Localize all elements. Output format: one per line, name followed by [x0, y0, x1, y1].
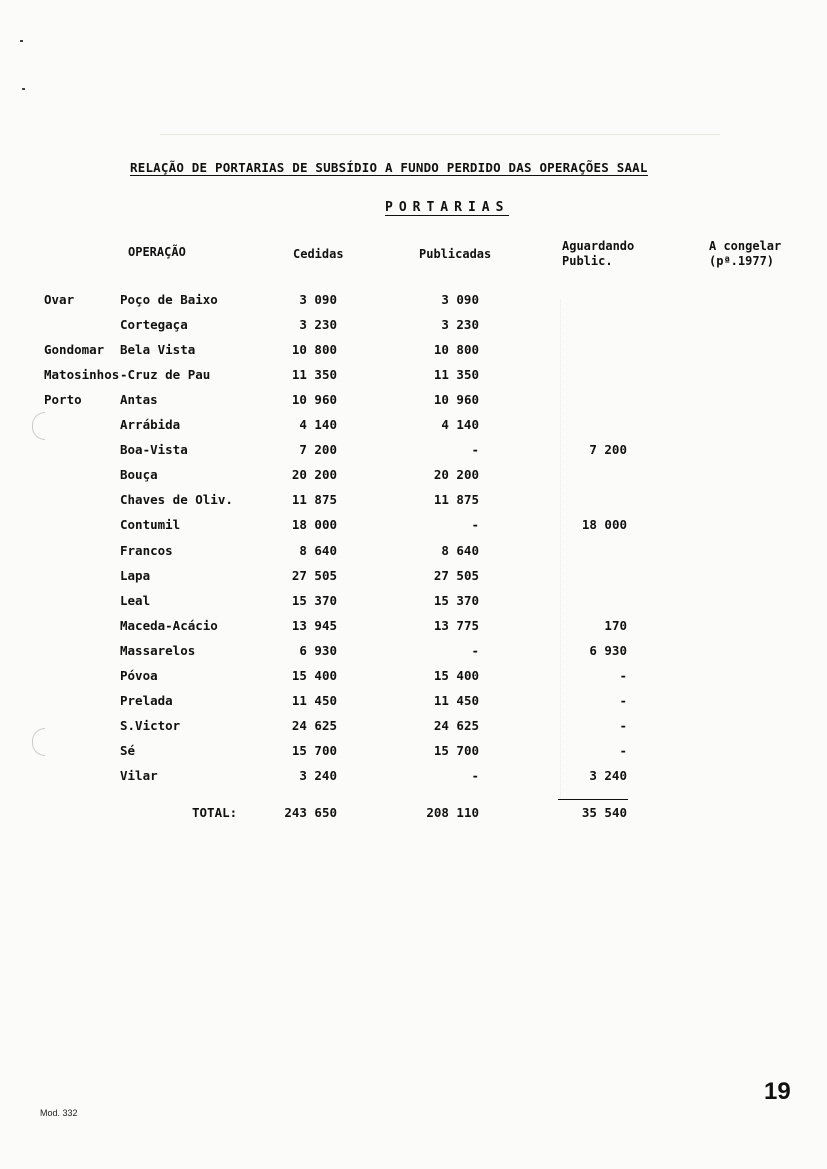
row-operation-name: Poço de Baixo	[120, 292, 218, 307]
row-cedidas: 11 450	[291, 692, 337, 708]
row-operation-name: Vilar	[120, 767, 158, 783]
row-operation-name: Maceda-Acácio	[120, 617, 218, 633]
row-cedidas: 11 350	[291, 367, 337, 383]
form-model-label: Mod. 332	[40, 1108, 78, 1118]
row-publicadas: 11 875	[433, 492, 479, 508]
row-publicadas: 13 775	[433, 617, 479, 633]
header-aguardando	[562, 239, 634, 269]
table-row	[0, 568, 827, 593]
row-aguardando: 3 240	[589, 767, 627, 783]
row-operation-name: Boa-Vista	[120, 442, 188, 458]
row-publicadas: 24 625	[433, 717, 479, 733]
table-row	[0, 718, 827, 743]
row-cedidas: 3 230	[299, 317, 337, 333]
row-cedidas: 6 930	[299, 642, 337, 658]
row-group: Matosinhos	[44, 367, 120, 383]
table-row	[0, 693, 827, 718]
row-operation-name: Arrábida	[120, 417, 181, 433]
table-row	[0, 317, 827, 342]
row-publicadas: -	[471, 767, 479, 783]
row-operation-name: -Cruz de Pau	[120, 367, 211, 383]
row-publicadas: -	[471, 442, 479, 458]
table-row	[0, 668, 827, 693]
table-row	[0, 467, 827, 492]
row-cedidas: 18 000	[291, 517, 337, 533]
header-congelar-line2: (pª.1977)	[709, 254, 775, 268]
row-cedidas: 20 200	[291, 467, 337, 483]
row-aguardando: -	[619, 742, 627, 758]
row-publicadas: 15 400	[433, 667, 479, 683]
row-cedidas: 15 700	[291, 742, 337, 758]
table-row	[0, 593, 827, 618]
row-operation-name: Lapa	[120, 567, 151, 583]
row-cedidas: 3 240	[299, 767, 337, 783]
row-publicadas: 10 800	[433, 342, 479, 358]
row-cedidas: 7 200	[299, 442, 337, 458]
row-publicadas: 20 200	[433, 467, 479, 483]
header-operacao: OPERAÇÃO	[128, 245, 186, 259]
table-row	[0, 618, 827, 643]
row-publicadas: 27 505	[433, 567, 479, 583]
row-operation-name: Póvoa	[120, 667, 158, 683]
header-aguardando-line1: Aguardando	[562, 239, 635, 253]
bleed-through-lines	[160, 124, 720, 135]
row-publicadas: 11 450	[433, 692, 479, 708]
row-operation-name: Antas	[120, 392, 158, 408]
row-publicadas: 15 700	[433, 742, 479, 758]
table-row	[0, 292, 827, 317]
total-cedidas: 243 650	[284, 805, 337, 820]
header-aguardando-line2: Public.	[562, 254, 613, 268]
table-row	[0, 392, 827, 417]
document-title: RELAÇÃO DE PORTARIAS DE SUBSÍDIO A FUNDO PERDIDO DAS OPERAÇÕES SAAL	[130, 160, 648, 175]
row-publicadas: 3 090	[441, 292, 479, 307]
row-publicadas: -	[471, 517, 479, 533]
page-number: 19	[764, 1078, 791, 1105]
row-publicadas: 11 350	[433, 367, 479, 383]
table-row	[0, 743, 827, 768]
row-aguardando: -	[619, 717, 627, 733]
header-publicadas: Publicadas	[419, 247, 492, 261]
row-cedidas: 15 370	[291, 592, 337, 608]
table-row	[0, 643, 827, 668]
row-cedidas: 24 625	[291, 717, 337, 733]
row-operation-name: Contumil	[120, 517, 181, 533]
total-publicadas: 208 110	[426, 805, 479, 820]
table-row	[0, 543, 827, 568]
row-cedidas: 10 800	[291, 342, 337, 358]
row-operation-name: S.Victor	[120, 717, 181, 733]
row-group: Gondomar	[44, 342, 105, 358]
table-row	[0, 367, 827, 392]
header-cedidas: Cedidas	[293, 247, 344, 261]
row-publicadas: 10 960	[433, 392, 479, 408]
scan-speck	[20, 40, 23, 42]
row-publicadas: -	[471, 642, 479, 658]
row-cedidas: 10 960	[291, 392, 337, 408]
row-aguardando: -	[619, 692, 627, 708]
total-aguardando: 35 540	[581, 805, 627, 820]
row-aguardando: -	[619, 667, 627, 683]
row-cedidas: 27 505	[291, 567, 337, 583]
section-heading: PORTARIAS	[385, 200, 510, 215]
row-group: Porto	[44, 392, 82, 408]
row-aguardando: 170	[604, 617, 627, 633]
total-label: TOTAL:	[192, 805, 238, 820]
row-publicadas: 8 640	[441, 542, 479, 558]
row-cedidas: 3 090	[299, 292, 337, 307]
table-row	[0, 517, 827, 542]
row-operation-name: Leal	[120, 592, 151, 608]
row-operation-name: Chaves de Oliv.	[120, 492, 233, 508]
row-cedidas: 11 875	[291, 492, 337, 508]
row-aguardando: 6 930	[589, 642, 627, 658]
row-aguardando: 18 000	[581, 517, 627, 533]
row-operation-name: Francos	[120, 542, 173, 558]
row-operation-name: Bela Vista	[120, 342, 196, 358]
row-operation-name: Sé	[120, 742, 136, 758]
row-operation-name: Cortegaça	[120, 317, 188, 333]
row-cedidas: 8 640	[299, 542, 337, 558]
row-publicadas: 3 230	[441, 317, 479, 333]
row-operation-name: Bouça	[120, 467, 158, 483]
row-group: Ovar	[44, 292, 75, 307]
table-row	[0, 342, 827, 367]
row-operation-name: Prelada	[120, 692, 173, 708]
row-aguardando: 7 200	[589, 442, 627, 458]
table-row	[0, 417, 827, 442]
header-congelar	[709, 239, 781, 269]
row-cedidas: 15 400	[291, 667, 337, 683]
row-publicadas: 4 140	[441, 417, 479, 433]
scan-speck	[22, 88, 25, 90]
total-rule	[558, 799, 628, 800]
table-row	[0, 768, 827, 793]
row-cedidas: 13 945	[291, 617, 337, 633]
row-publicadas: 15 370	[433, 592, 479, 608]
row-cedidas: 4 140	[299, 417, 337, 433]
row-operation-name: Massarelos	[120, 642, 196, 658]
header-congelar-line1: A congelar	[709, 239, 782, 253]
table-row	[0, 492, 827, 517]
table-row	[0, 442, 827, 467]
